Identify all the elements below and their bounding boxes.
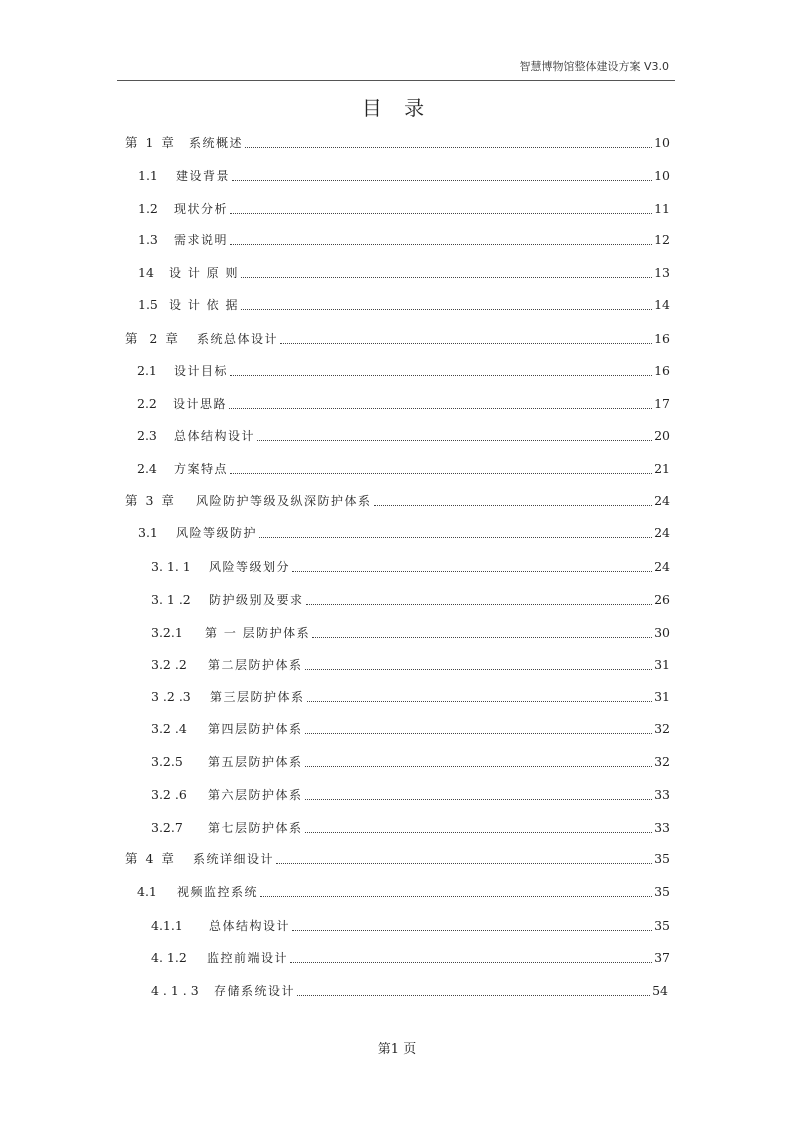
toc-entry[interactable] bbox=[0, 946, 794, 966]
page-number: 第1 页 bbox=[377, 1042, 417, 1057]
toc-entry-label: 监控前端设计 bbox=[207, 951, 289, 965]
toc-entry-label: 第二层防护体系 bbox=[208, 658, 303, 672]
toc-entry-page: 14 bbox=[654, 297, 670, 312]
toc-entry-number: 4 . 1 . 3 bbox=[151, 983, 199, 998]
toc-entry-label: 总体结构设计 bbox=[209, 919, 291, 933]
toc-entry-number: 2.2 bbox=[137, 396, 157, 411]
toc-leader-dots bbox=[230, 243, 652, 245]
toc-entry-number: 2.1 bbox=[137, 363, 157, 378]
toc-leader-dots bbox=[230, 374, 652, 376]
toc-entry-number: 3.2.1 bbox=[151, 625, 183, 640]
toc-leader-dots bbox=[305, 732, 653, 734]
toc-entry-number: 3.2.5 bbox=[151, 754, 183, 769]
toc-leader-dots bbox=[292, 929, 652, 931]
toc-entry-number: 3 .2 .3 bbox=[151, 689, 191, 704]
toc-entry-label: 方案特点 bbox=[174, 462, 229, 476]
toc-entry-page: 11 bbox=[654, 201, 670, 216]
toc-leader-dots bbox=[230, 472, 652, 474]
toc-entry-number: 2.3 bbox=[137, 428, 157, 443]
toc-entry-label: 需求说明 bbox=[174, 233, 229, 247]
toc-entry-page: 16 bbox=[654, 363, 670, 378]
toc-entry[interactable] bbox=[0, 424, 794, 444]
toc-entry[interactable] bbox=[0, 914, 794, 934]
toc-entry[interactable] bbox=[0, 880, 794, 900]
toc-heading: 目 录 bbox=[361, 96, 433, 120]
toc-entry[interactable] bbox=[0, 197, 794, 217]
toc-entry-number: 1.1 bbox=[138, 168, 158, 183]
toc-entry-page: 32 bbox=[654, 721, 670, 736]
toc-entry-label: 现状分析 bbox=[174, 202, 229, 216]
toc-entry-number: 3. 1. 1 bbox=[151, 559, 191, 574]
toc-entry-page: 30 bbox=[654, 625, 670, 640]
toc-entry[interactable] bbox=[0, 783, 794, 803]
toc-entry-page: 33 bbox=[654, 787, 670, 802]
toc-entry-page: 20 bbox=[654, 428, 670, 443]
toc-entry-page: 35 bbox=[654, 884, 670, 899]
toc-entry-page: 16 bbox=[654, 331, 670, 346]
toc-entry-label: 防护级别及要求 bbox=[209, 593, 304, 607]
toc-entry-number: 第 3 章 bbox=[125, 493, 174, 508]
toc-entry-label: 第 一 层防护体系 bbox=[205, 626, 311, 640]
toc-entry-number: 4.1.1 bbox=[151, 918, 183, 933]
toc-leader-dots bbox=[276, 862, 652, 864]
toc-leader-dots bbox=[241, 308, 652, 310]
toc-leader-dots bbox=[305, 798, 653, 800]
toc-entry-page: 26 bbox=[654, 592, 670, 607]
toc-entry-page: 17 bbox=[654, 396, 670, 411]
toc-entry-page: 54 bbox=[652, 983, 668, 998]
toc-entry-number: 3.2 .4 bbox=[151, 721, 187, 736]
toc-entry-number: 3.1 bbox=[138, 525, 158, 540]
toc-entry[interactable] bbox=[0, 816, 794, 836]
toc-leader-dots bbox=[257, 439, 652, 441]
toc-entry-page: 24 bbox=[654, 559, 670, 574]
toc-leader-dots bbox=[307, 700, 653, 702]
toc-leader-dots bbox=[229, 407, 652, 409]
toc-entry[interactable] bbox=[0, 261, 794, 281]
toc-leader-dots bbox=[305, 765, 653, 767]
toc-entry[interactable] bbox=[0, 359, 794, 379]
toc-entry-page: 21 bbox=[654, 461, 670, 476]
toc-leader-dots bbox=[245, 146, 652, 148]
toc-entry-number: 14 bbox=[138, 265, 154, 280]
toc-entry-label: 第四层防护体系 bbox=[208, 722, 303, 736]
toc-entry-label: 系统概述 bbox=[189, 136, 244, 150]
toc-entry[interactable] bbox=[0, 847, 794, 867]
toc-leader-dots bbox=[260, 895, 652, 897]
toc-entry[interactable] bbox=[0, 164, 794, 184]
toc-entry-page: 31 bbox=[654, 657, 670, 672]
toc-entry-number: 1.5 bbox=[138, 297, 158, 312]
toc-leader-dots bbox=[297, 994, 650, 996]
toc-entry[interactable] bbox=[0, 979, 794, 999]
toc-entry-number: 4.1 bbox=[137, 884, 157, 899]
toc-entry-label: 设 计 原 则 bbox=[169, 266, 239, 280]
toc-entry-page: 10 bbox=[654, 135, 670, 150]
toc-entry-page: 31 bbox=[654, 689, 670, 704]
toc-entry-page: 35 bbox=[654, 851, 670, 866]
toc-entry-number: 4. 1.2 bbox=[151, 950, 187, 965]
toc-leader-dots bbox=[280, 342, 652, 344]
toc-entry[interactable] bbox=[0, 750, 794, 770]
toc-entry-label: 系统总体设计 bbox=[197, 332, 279, 346]
toc-entry-label: 风险防护等级及纵深防护体系 bbox=[196, 494, 372, 508]
toc-entry-page: 13 bbox=[654, 265, 670, 280]
toc-entry-label: 建设背景 bbox=[176, 169, 231, 183]
toc-entry[interactable] bbox=[0, 327, 794, 347]
toc-entry[interactable] bbox=[0, 653, 794, 673]
toc-entry-label: 总体结构设计 bbox=[174, 429, 256, 443]
toc-entry[interactable] bbox=[0, 228, 794, 248]
toc-entry-page: 35 bbox=[654, 918, 670, 933]
toc-entry-number: 2.4 bbox=[137, 461, 157, 476]
toc-entry-page: 33 bbox=[654, 820, 670, 835]
toc-entry[interactable] bbox=[0, 392, 794, 412]
toc-entry-number: 3.2 .6 bbox=[151, 787, 187, 802]
toc-entry-label: 风险等级防护 bbox=[176, 526, 258, 540]
toc-leader-dots bbox=[305, 668, 653, 670]
toc-leader-dots bbox=[290, 961, 652, 963]
toc-entry-label: 第五层防护体系 bbox=[208, 755, 303, 769]
toc-entry-label: 风险等级划分 bbox=[209, 560, 291, 574]
toc-entry-label: 设计目标 bbox=[174, 364, 229, 378]
toc-entry-label: 第三层防护体系 bbox=[210, 690, 305, 704]
toc-entry-number: 第 4 章 bbox=[125, 851, 174, 866]
toc-entry[interactable] bbox=[0, 685, 794, 705]
toc-entry-number: 3. 1 .2 bbox=[151, 592, 191, 607]
toc-leader-dots bbox=[374, 504, 653, 506]
toc-entry-label: 设计思路 bbox=[173, 397, 228, 411]
toc-entry[interactable] bbox=[0, 293, 794, 313]
toc-entry[interactable] bbox=[0, 555, 794, 575]
header-divider bbox=[117, 80, 675, 81]
toc-entry-page: 10 bbox=[654, 168, 670, 183]
toc-entry-label: 存储系统设计 bbox=[214, 984, 296, 998]
toc-entry-number: 1.2 bbox=[138, 201, 158, 216]
document-title: 智慧博物馆整体建设方案 V3.0 bbox=[519, 60, 669, 73]
toc-entry-page: 24 bbox=[654, 493, 670, 508]
toc-entry-number: 1.3 bbox=[138, 232, 158, 247]
toc-entry[interactable] bbox=[0, 588, 794, 608]
toc-entry-number: 3.2 .2 bbox=[151, 657, 187, 672]
toc-entry[interactable] bbox=[0, 621, 794, 641]
toc-entry[interactable] bbox=[0, 489, 794, 509]
toc-leader-dots bbox=[232, 179, 652, 181]
toc-leader-dots bbox=[241, 276, 652, 278]
toc-entry-page: 37 bbox=[654, 950, 670, 965]
toc-leader-dots bbox=[306, 603, 653, 605]
toc-entry[interactable] bbox=[0, 521, 794, 541]
toc-leader-dots bbox=[292, 570, 652, 572]
toc-entry[interactable] bbox=[0, 131, 794, 151]
toc-entry-label: 设 计 依 据 bbox=[169, 298, 239, 312]
toc-entry-page: 32 bbox=[654, 754, 670, 769]
toc-entry-label: 系统详细设计 bbox=[193, 852, 275, 866]
toc-entry-label: 第七层防护体系 bbox=[208, 821, 303, 835]
toc-leader-dots bbox=[305, 831, 653, 833]
toc-entry-number: 第 2 章 bbox=[125, 331, 178, 346]
toc-entry[interactable] bbox=[0, 717, 794, 737]
toc-entry-label: 视频监控系统 bbox=[177, 885, 259, 899]
toc-entry-page: 12 bbox=[654, 232, 670, 247]
toc-leader-dots bbox=[312, 636, 652, 638]
toc-entry-page: 24 bbox=[654, 525, 670, 540]
toc-leader-dots bbox=[259, 536, 652, 538]
toc-entry-number: 3.2.7 bbox=[151, 820, 183, 835]
toc-entry-number: 第 1 章 bbox=[125, 135, 174, 150]
toc-leader-dots bbox=[230, 212, 652, 214]
toc-entry[interactable] bbox=[0, 457, 794, 477]
toc-entry-label: 第六层防护体系 bbox=[208, 788, 303, 802]
